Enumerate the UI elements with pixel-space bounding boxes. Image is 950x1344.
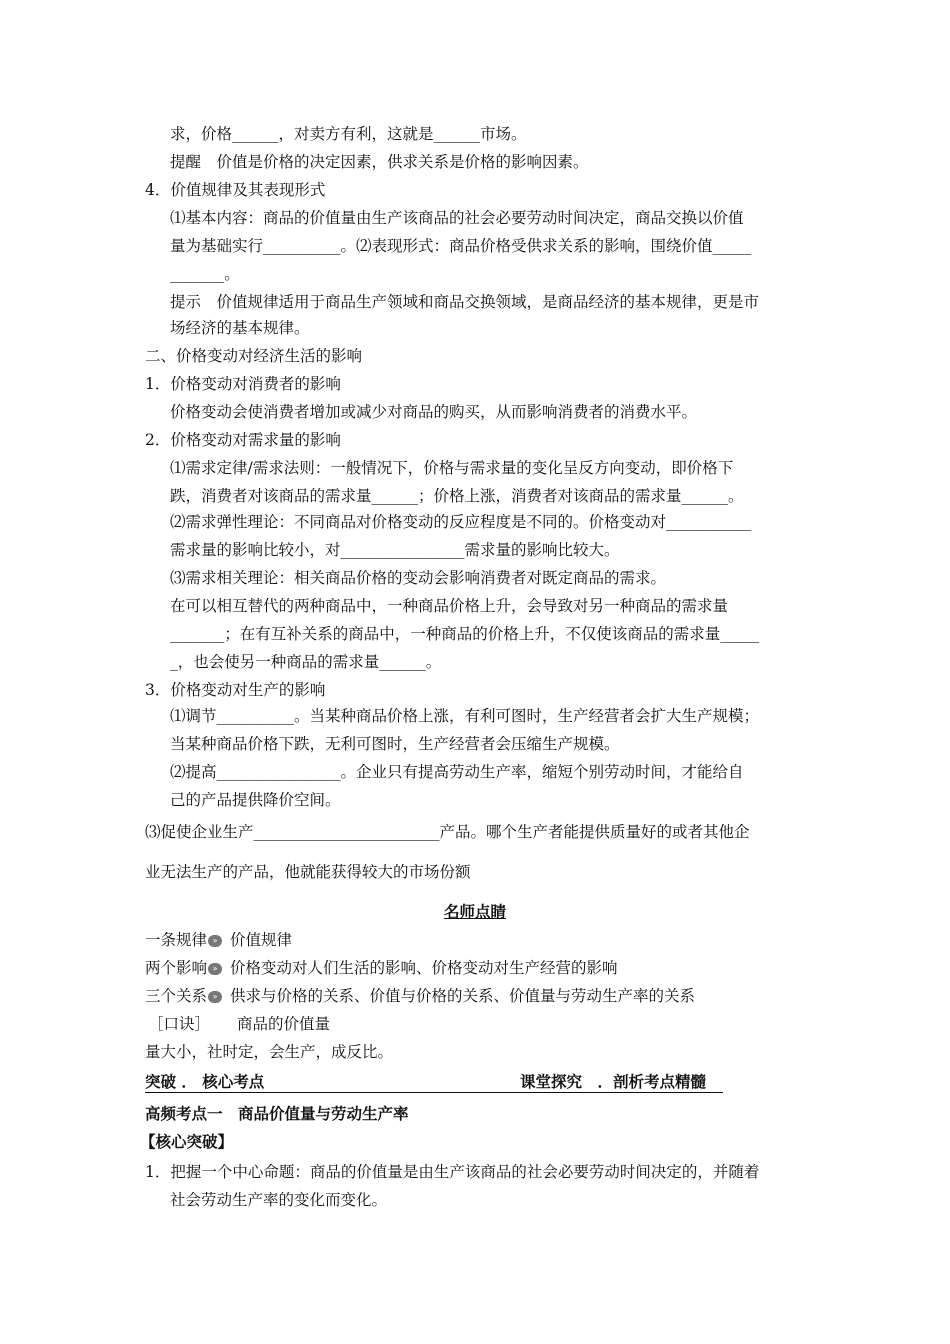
text-line: 3．价格变动对生产的影响 (145, 681, 326, 699)
summary-text: 供求与价格的关系、价值与价格的关系、价值量与劳动生产率的关系 (229, 987, 695, 1005)
text-line: 跌，消费者对该商品的需求量______；价格上涨，消费者对该商品的需求量______。 (170, 487, 744, 505)
text-line: 2．价格变动对需求量的影响 (145, 431, 341, 449)
text-line: ⑵需求弹性理论：不同商品对价格变动的反应程度是不同的。价格变动对___________ (170, 513, 752, 531)
text-line: 在可以相互替代的两种商品中，一种商品价格上升，会导致对另一种商品的需求量 (170, 597, 729, 615)
text-line: _______。 (170, 265, 240, 283)
summary-row (145, 958, 617, 978)
double-chevron-icon: » (208, 963, 222, 975)
text-line: 业无法生产的产品，他就能获得较大的市场份额 (145, 863, 471, 881)
rhyme-label: ［口诀］ (148, 1015, 211, 1033)
text-line: 1．把握一个中心命题：商品的价值量是由生产该商品的社会必要劳动时间决定的，并随着 (145, 1163, 760, 1181)
text-line: 提醒 价值是价格的决定因素，供求关系是价格的影响因素。 (170, 153, 589, 171)
summary-text: 价值规律 (229, 931, 292, 949)
summary-row (145, 986, 695, 1006)
text-line: ⑴基本内容：商品的价值量由生产该商品的社会必要劳动时间决定，商品交换以价值 (170, 209, 744, 227)
summary-label: 两个影响 (145, 959, 208, 977)
text-line: 价格变动会使消费者增加或减少对商品的购买，从而影响消费者的消费水平。 (170, 403, 698, 421)
rhyme-title: 商品的价值量 (236, 1015, 330, 1033)
core-label: 【核心突破】 (140, 1133, 234, 1151)
text-line: 1．价格变动对消费者的影响 (145, 375, 341, 393)
text-line: ⑵提高________________。企业只有提高劳动生产率，缩短个别劳动时间，才能给自 (170, 763, 744, 781)
rhyme-text: 量大小，社时定，会生产，成反比。 (145, 1043, 394, 1061)
summary-label: 三个关系 (145, 987, 208, 1005)
text-line: _______；在有互补关系的商品中，一种商品的价格上升，不仅使该商品的需求量_____ (170, 625, 760, 643)
section-heading: 名师点睛 (443, 903, 506, 921)
double-chevron-icon: » (208, 935, 222, 947)
text-line: ⑴调节__________。当某种商品价格上涨，有利可图时，生产经营者会扩大生产规模； (170, 707, 760, 725)
section-bar-right: 课堂探究 ．剖析考点精髓 (520, 1073, 707, 1091)
text-line: 场经济的基本规律。 (170, 319, 310, 337)
text-line: 社会劳动生产率的变化而变化。 (170, 1191, 388, 1209)
summary-row (145, 930, 292, 950)
summary-label: 一条规律 (145, 931, 208, 949)
text-line: 4．价值规律及其表现形式 (145, 181, 326, 199)
text-line: 求，价格______，对卖方有利，这就是______市场。 (170, 125, 527, 143)
text-line: 当某种商品价格下跌，无利可图时，生产经营者会压缩生产规模。 (170, 735, 620, 753)
text-line: 提示 价值规律适用于商品生产领域和商品交换领域，是商品经济的基本规律，更是市 (170, 293, 760, 311)
section-bar-left: 突破 ． 核心考点 (145, 1073, 265, 1091)
text-line: 己的产品提供降价空间。 (170, 791, 341, 809)
text-line: ⑶需求相关理论：相关商品价格的变动会影响消费者对既定商品的需求。 (170, 569, 667, 587)
text-line: _，也会使另一种商品的需求量______。 (170, 653, 442, 671)
rhyme-row (148, 1014, 330, 1034)
section-rule (145, 1092, 723, 1093)
summary-text: 价格变动对人们生活的影响、价格变动对生产经营的影响 (229, 959, 618, 977)
topic-title: 高频考点一 商品价值量与劳动生产率 (145, 1105, 409, 1123)
text-line: 需求量的影响比较小，对________________需求量的影响比较大。 (170, 541, 620, 559)
text-line: ⑴需求定律/需求法则：一般情况下，价格与需求量的变化呈反方向变动，即价格下 (170, 459, 734, 477)
double-chevron-icon: » (208, 991, 222, 1003)
text-line: ⑶促使企业生产________________________产品。哪个生产者能提供质量好的或者其他企 (145, 823, 750, 841)
text-line: 量为基础实行__________。⑵表现形式：商品价格受供求关系的影响，围绕价值_____ (170, 237, 752, 255)
text-line: 二、价格变动对经济生活的影响 (145, 347, 363, 365)
